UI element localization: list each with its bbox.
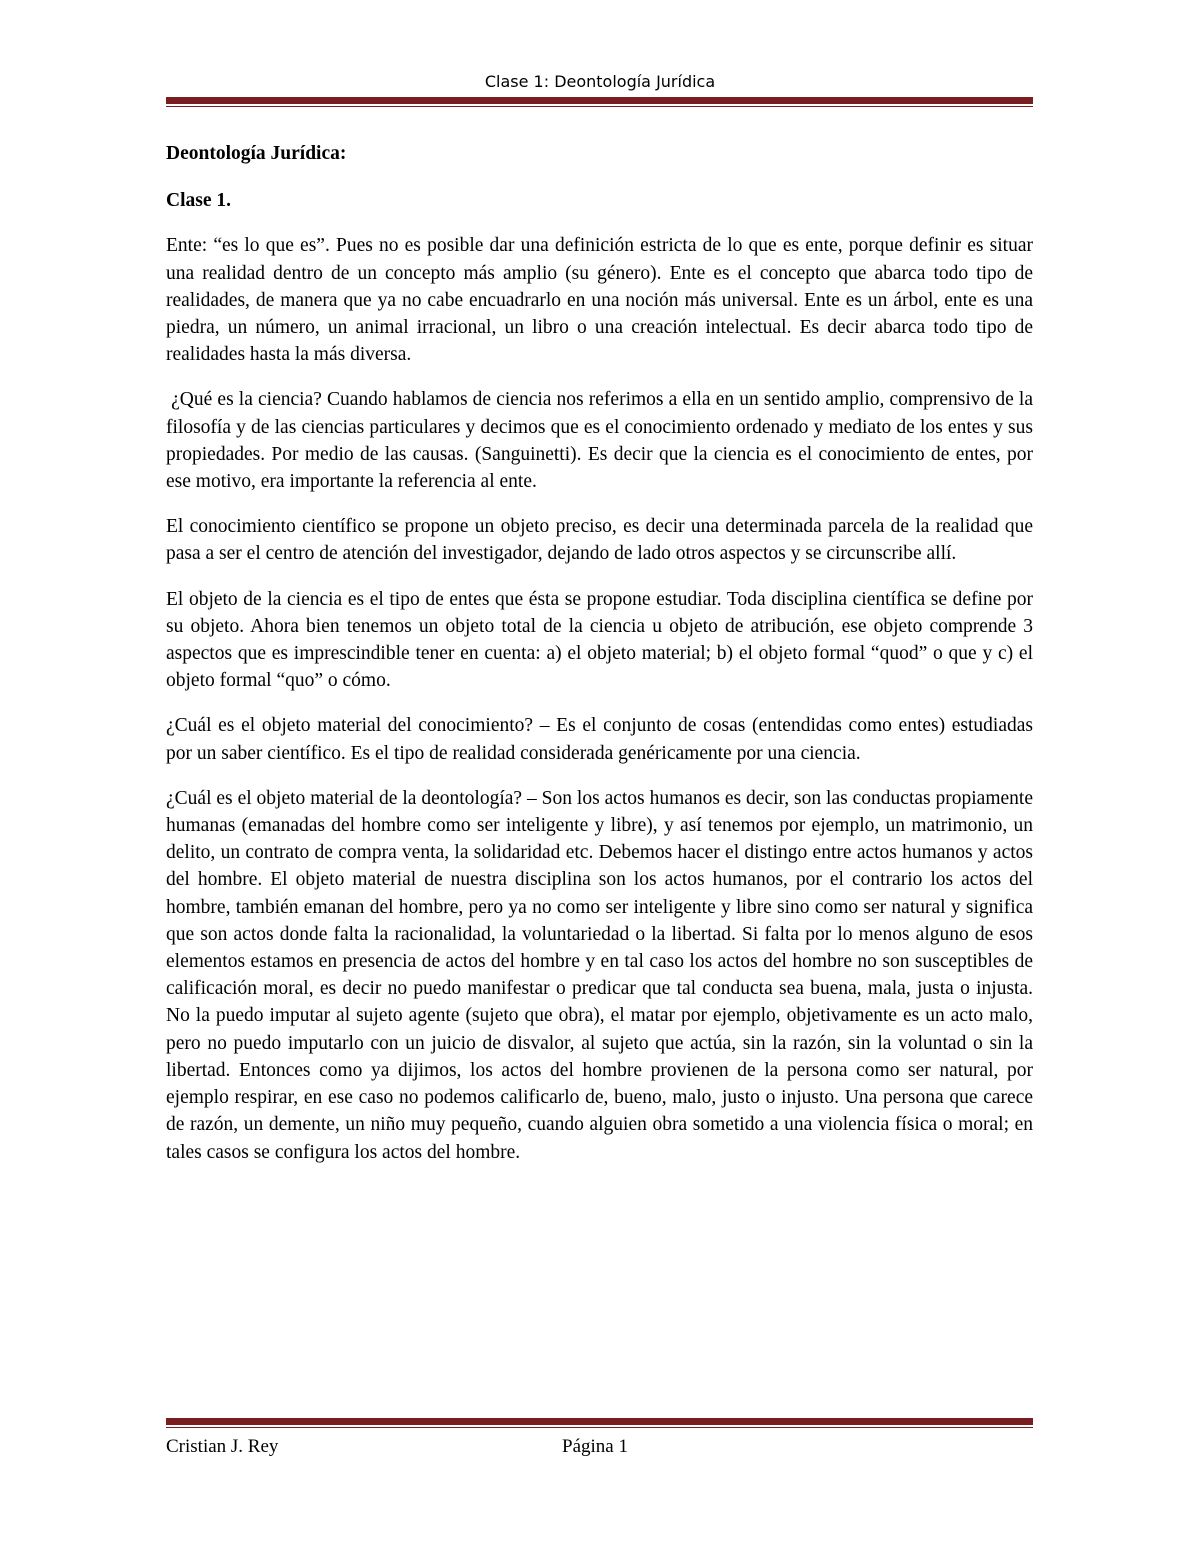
header-rule-thin [166,106,1033,107]
document-subheading: Clase 1. [166,190,231,212]
paragraph-ente: Ente: “es lo que es”. Pues no es posible dar una definición estricta de lo que es ente, porque definir es situar una realidad dentro de un concepto más amplio (su género). Ente es el concepto que abarca todo tipo de realidades, de manera que ya no cabe encuadrarlo en una noción más universal. Ente es un árbol, ente es una piedra, un número, un animal irracional, un libro o una creación intelectual. Es decir abarca todo tipo de realidades hasta la más diversa. [166,235,1033,366]
footer-author: Cristian J. Rey [166,1436,279,1457]
paragraph-conocimiento-cientifico: El conocimiento científico se propone un objeto preciso, es decir una determinada parcela de la realidad que pasa a ser el centro de atención del investigador, dejando de lado otros aspectos y se circunscribe allí. [166,516,1033,565]
header-rule-thick [166,97,1033,104]
paragraph-objeto-deontologia: ¿Cuál es el objeto material de la deontología? – Son los actos humanos es decir, son las conductas propiamente humanas (emanadas del hombre como ser inteligente y libre), y así tenemos por ejemplo, un matrimonio, un delito, un contrato de compra venta, la solidaridad etc. Debemos hacer el distingo entre actos humanos y actos del hombre. El objeto material de nuestra disciplina son los actos humanos, por el contrario los actos del hombre, también emanan del hombre, pero ya no como ser inteligente y libre sino como ser natural y significa que son actos donde falta la racionalidad, la voluntariedad o la libertad. Si falta por lo menos alguno de esos elementos estamos en presencia de actos del hombre y en tal caso los actos del hombre no son susceptibles de calificación moral, es decir no puedo manifestar o predicar que tal conducta sea buena, mala, justa o injusta. No la puedo imputar al sujeto agente (sujeto que obra), el matar por ejemplo, objetivamente es un acto malo, pero no puedo imputarlo con un juicio de disvalor, al sujeto que actúa, sin la razón, sin la voluntad o sin la libertad. Entonces como ya dijimos, los actos del hombre provienen de la persona como ser natural, por ejemplo respirar, en ese caso no podemos calificarlo de, bueno, malo, justo o injusto. Una persona que carece de razón, un demente, un niño muy pequeño, cuando alguien obra sometido a una violencia física o moral; en tales casos se configura los actos del hombre. [166,787,1033,1163]
paragraph-objeto-material: ¿Cuál es el objeto material del conocimiento? – Es el conjunto de cosas (entendidas como entes) estudiadas por un saber científico. Es el tipo de realidad considerada genéricamente por una ciencia. [166,715,1033,764]
document-body [166,140,1038,1184]
header-rule [166,97,1033,107]
footer-page-number: Página 1 [562,1436,628,1457]
footer-rule [166,1418,1033,1428]
paragraph-ciencia: ¿Qué es la ciencia? Cuando hablamos de ciencia nos referimos a ella en un sentido amplio, comprensivo de la filosofía y de las ciencias particulares y decimos que es el conocimiento ordenado y mediato de los entes y sus propiedades. Por medio de las causas. (Sanguinetti). Es decir que la ciencia es el conocimiento de entes, por ese motivo, era importante la referencia al ente. [166,389,1038,493]
page-header-title: Clase 1: Deontología Jurídica [484,72,716,91]
paragraph-objeto-ciencia: El objeto de la ciencia es el tipo de entes que ésta se propone estudiar. Toda disciplina científica se define por su objeto. Ahora bien tenemos un objeto total de la ciencia u objeto de atribución, ese objeto comprende 3 aspectos que es imprescindible tener en cuenta: a) el objeto material; b) el objeto formal “quod” o que y c) el objeto formal “quo” o cómo. [166,588,1033,692]
document-heading: Deontología Jurídica: [166,143,347,164]
footer-rule-thin [166,1427,1033,1428]
footer-rule-thick [166,1418,1033,1425]
